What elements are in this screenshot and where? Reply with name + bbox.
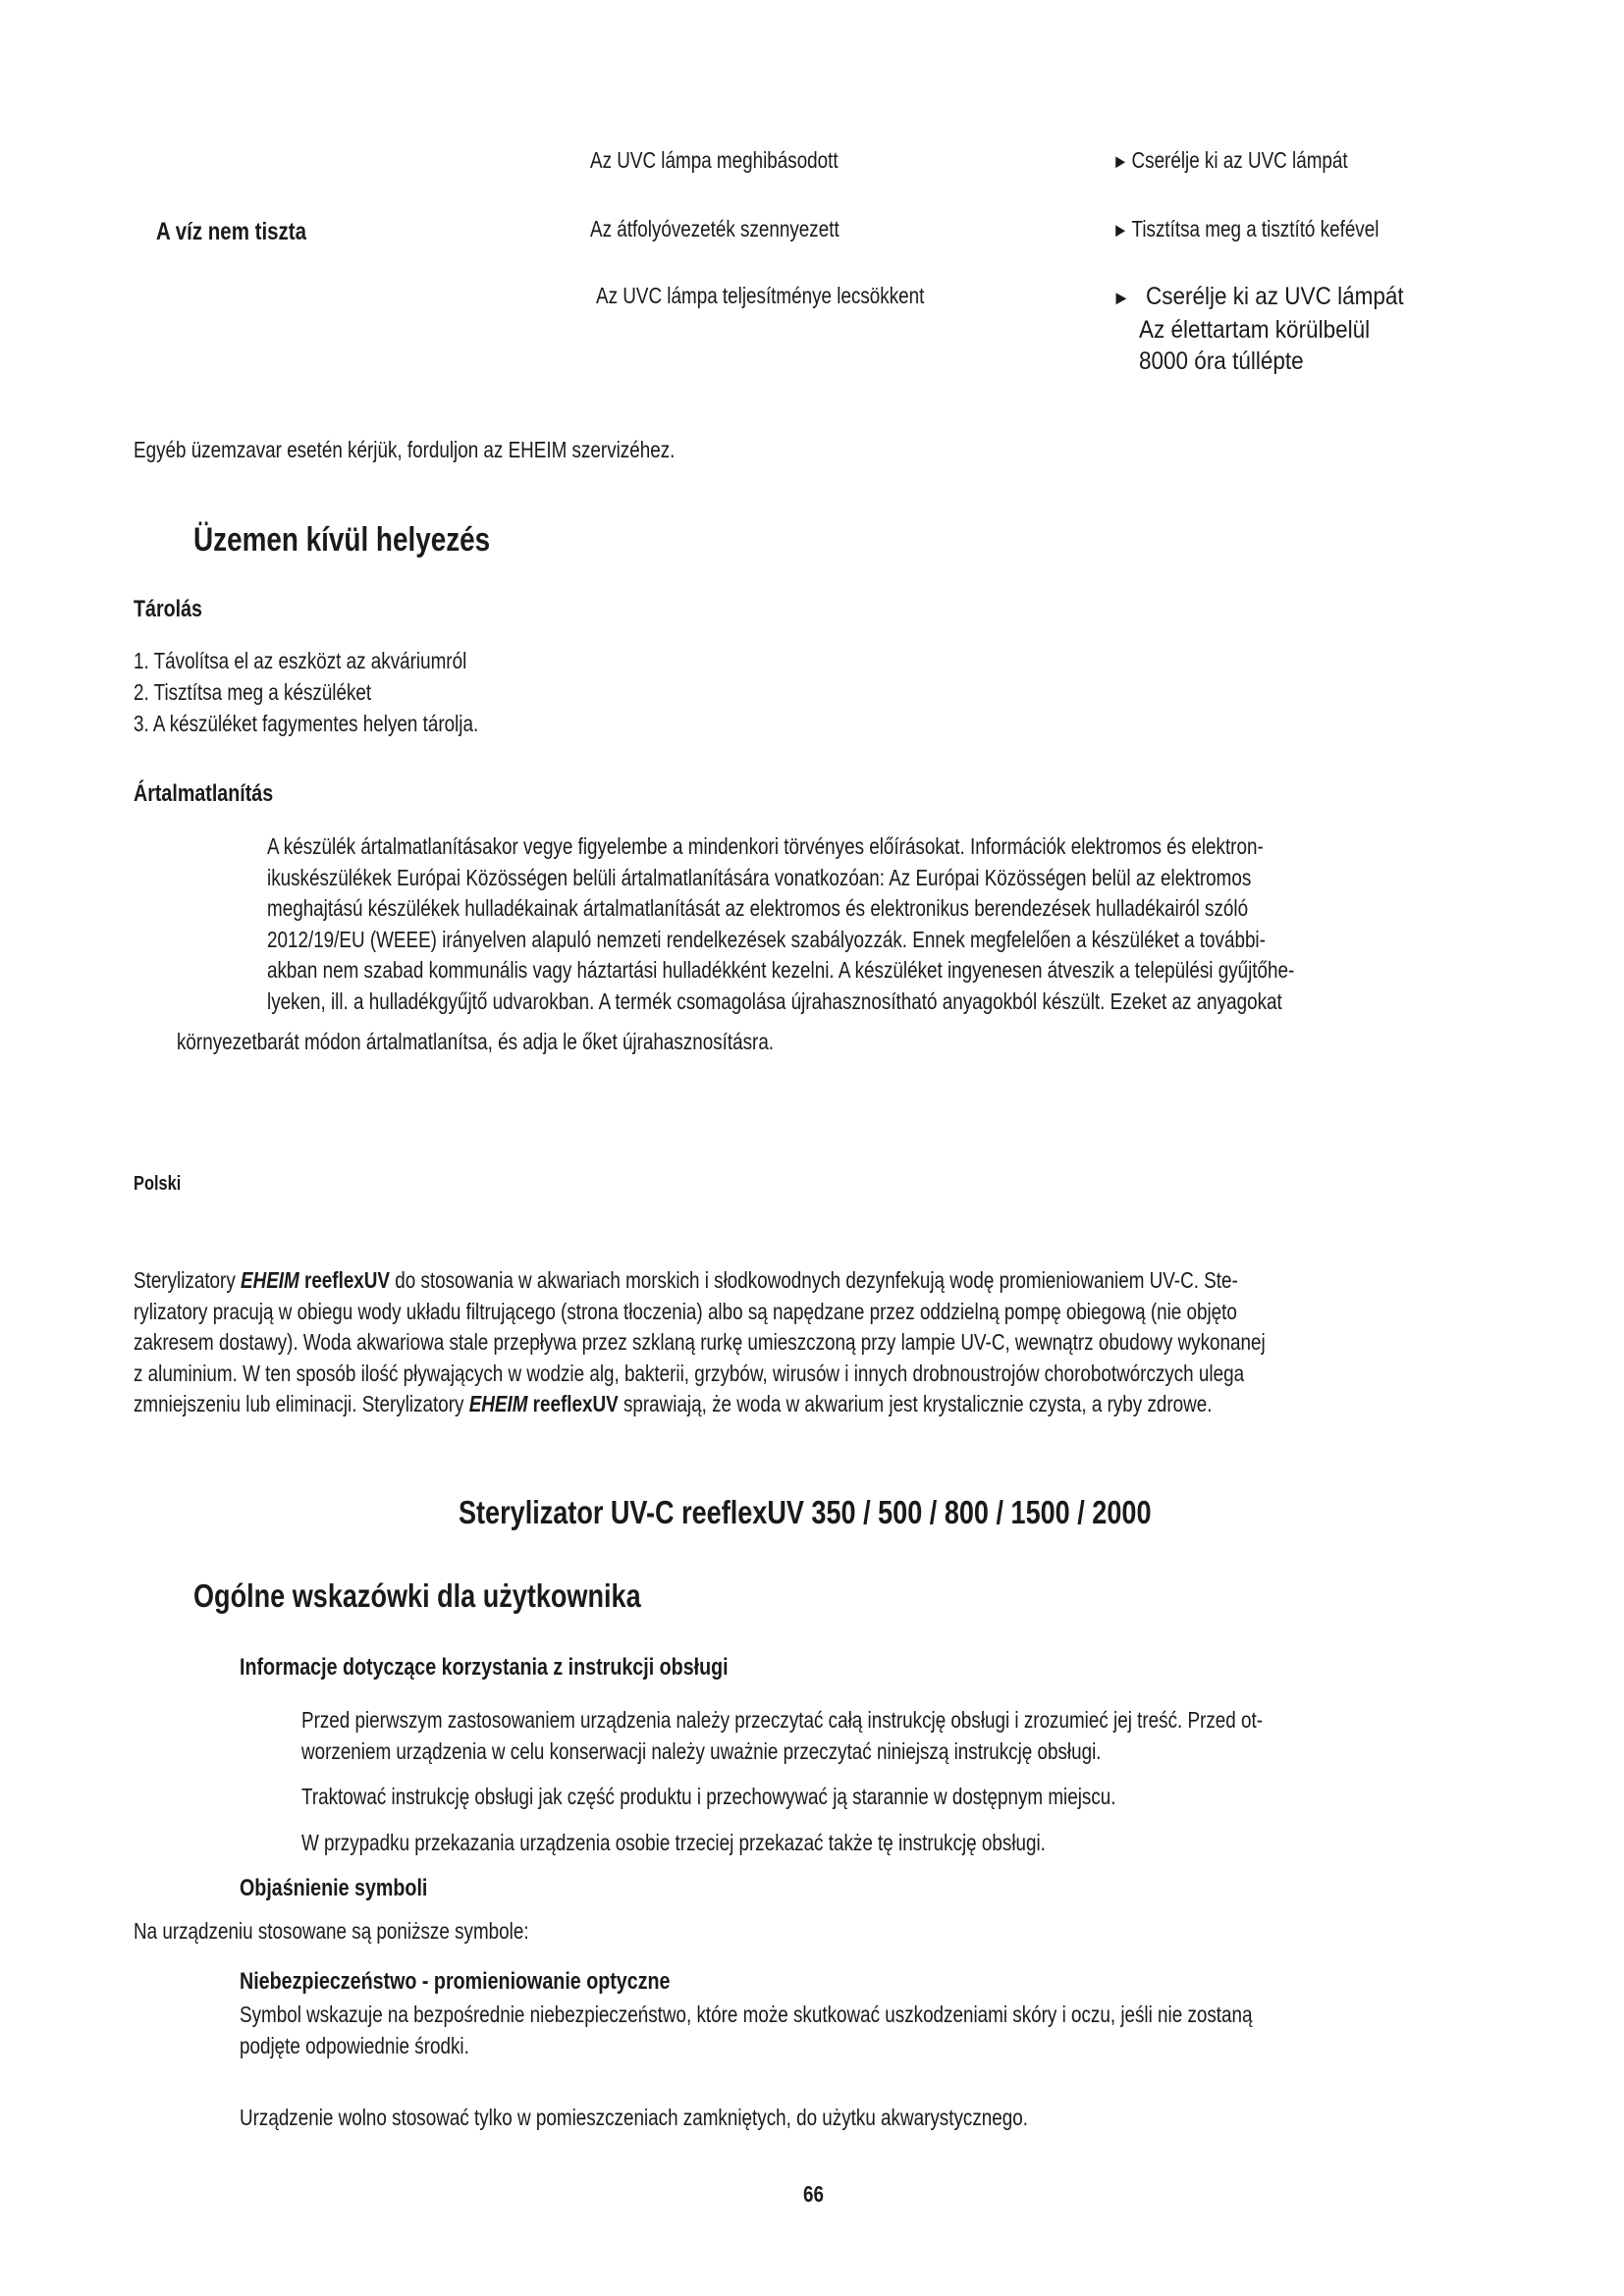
- disposal-line: 2012/19/EU (WEEE) irányelven alapuló nemzeti rendelkezések szabályozzák. Ennek megfelelően a készüléket a további-: [267, 926, 1266, 952]
- section-title-general: Ogólne wskazówki dla użytkownika: [193, 1577, 641, 1614]
- brand-eheim: EHEIM: [468, 1391, 528, 1416]
- symbols-intro: Na urządzeniu stosowane są poniższe symbole:: [134, 1918, 529, 1944]
- arrow-icon: ►: [1112, 151, 1129, 173]
- intro-line-last: [134, 1389, 1266, 1420]
- list-item: 3. A készüléket fagymentes helyen tárolja.: [134, 711, 479, 736]
- remedy-3: [1112, 281, 1404, 377]
- storage-title: Tárolás: [134, 596, 203, 622]
- list-item: 2. Tisztítsa meg a készüléket: [134, 679, 372, 705]
- info-line: worzeniem urządzenia w celu konserwacji należy uważnie przeczytać niniejszą instrukcję obsługi.: [301, 1737, 1102, 1764]
- remedy-2-text: Tisztítsa meg a tisztító kefével: [1131, 216, 1380, 241]
- product-name: reeflexUV: [527, 1391, 619, 1416]
- problem-label: A víz nem tiszta: [156, 218, 307, 245]
- intro-text: zmniejszeniu lub eliminacji. Sterylizatory: [134, 1391, 469, 1416]
- remedy-2: [1112, 216, 1379, 242]
- info-title: Informacje dotyczące korzystania z instrukcji obsługi: [240, 1654, 729, 1681]
- info-line: Przed pierwszym zastosowaniem urządzenia należy przeczytać całą instrukcję obsługi i zrozumieć jej treść. Przed ot-: [301, 1707, 1264, 1733]
- remedy-3-line-3: 8000 óra túllépte: [1139, 347, 1304, 375]
- disposal-line: lyeken, ill. a hulladékgyűjtő udvarokban. A termék csomagolása újrahasznosítható anyagokból készült. Ezeket az anyagokat: [267, 988, 1282, 1014]
- danger-title: Niebezpieczeństwo - promieniowanie optyczne: [240, 1968, 671, 1995]
- disposal-paragraph: [267, 831, 1294, 1017]
- info-paragraph-3: W przypadku przekazania urządzenia osobie trzeciej przekazać także tę instrukcję obsługi.: [301, 1830, 1046, 1855]
- intro-line: z aluminium. W ten sposób ilość pływających w wodzie alg, bakterii, grzybów, wirusów i innych drobnoustrojów chorobotwórczych ulega: [134, 1360, 1245, 1386]
- danger-line: podjęte odpowiednie środki.: [240, 2032, 469, 2058]
- disposal-line: ikuskészülékek Európai Közösségen belüli ártalmatlanítására vonatkozóan: Az Európai Közösségen belül az elektromos: [267, 864, 1252, 890]
- intro-text: do stosowania w akwariach morskich i słodkowodnych dezynfekują wodę promieniowaniem UV-C. Ste-: [390, 1267, 1238, 1293]
- disposal-line: akban nem szabad kommunális vagy háztartási hulladékként kezelni. A készüléket ingyenesen átveszik a települési gyűjtőhe-: [267, 957, 1295, 983]
- intro-line: rylizatory pracują w obiegu wody układu filtrującego (strona tłoczenia) albo są napędzane przez oddzielną pompę obiegową (nie objęto: [134, 1298, 1237, 1324]
- cause-3: Az UVC lámpa teljesítménye lecsökkent: [596, 283, 925, 308]
- service-note: Egyéb üzemzavar esetén kérjük, forduljon az EHEIM szervizéhez.: [134, 437, 676, 462]
- remedy-3-line-1: Cserélje ki az UVC lámpát: [1146, 283, 1404, 310]
- info-paragraph-2: Traktować instrukcję obsługi jak część produktu i przechowywać ją starannie w dostępnym miejscu.: [301, 1784, 1116, 1809]
- disposal-line: meghajtású készülékek hulladékainak ártalmatlanítását az elektromos és elektronikus berendezések hulladékairól szóló: [267, 895, 1249, 921]
- brand-eheim: EHEIM: [241, 1267, 299, 1293]
- storage-steps: [134, 645, 478, 739]
- intro-text: sprawiają, że woda w akwarium jest krystalicznie czysta, a ryby zdrowe.: [618, 1391, 1213, 1416]
- intro-line-1: [134, 1265, 1266, 1297]
- product-name: reeflexUV: [298, 1267, 391, 1293]
- disposal-title: Ártalmatlanítás: [134, 780, 274, 807]
- intro-line: zakresem dostawy). Woda akwariowa stale przepływa przez szklaną rurkę umieszczoną przy lampie UV-C, wewnątrz obudowy wykonanej: [134, 1329, 1266, 1355]
- remedy-1: [1112, 147, 1348, 174]
- cause-2: Az átfolyóvezeték szennyezett: [590, 216, 839, 241]
- disposal-line-last: környezetbarát módon ártalmatlanítsa, és adja le őket újrahasznosításra.: [177, 1029, 775, 1054]
- arrow-icon: ►: [1112, 288, 1130, 309]
- disposal-line: A készülék ártalmatlanításakor vegye figyelembe a mindenkori törvényes előírásokat. Információk elektromos és elektron-: [267, 833, 1264, 859]
- arrow-icon: ►: [1112, 220, 1129, 241]
- indoor-note: Urządzenie wolno stosować tylko w pomieszczeniach zamkniętych, do użytku akwarystycznego.: [240, 2105, 1028, 2130]
- page-number: 66: [803, 2181, 824, 2207]
- cause-1: Az UVC lámpa meghibásodott: [590, 147, 839, 173]
- danger-line: Symbol wskazuje na bezpośrednie niebezpieczeństwo, które może skutkować uszkodzeniami skóry i oczu, jeśli nie zostaną: [240, 2002, 1253, 2027]
- danger-paragraph: [240, 2000, 1253, 2061]
- list-item: 1. Távolítsa el az eszközt az akváriumról: [134, 648, 467, 673]
- intro-paragraph: [134, 1265, 1266, 1420]
- intro-text: Sterylizatory: [134, 1267, 242, 1293]
- language-label: Polski: [134, 1173, 182, 1195]
- product-title: Sterylizator UV-C reeflexUV 350 / 500 / 800 / 1500 / 2000: [459, 1494, 1152, 1530]
- info-paragraph-1: [301, 1705, 1263, 1767]
- remedy-1-text: Cserélje ki az UVC lámpát: [1131, 147, 1348, 173]
- section-title-decommission: Üzemen kívül helyezés: [193, 521, 491, 559]
- symbols-title: Objaśnienie symboli: [240, 1875, 428, 1901]
- remedy-3-line-2: Az élettartam körülbelül: [1139, 316, 1371, 344]
